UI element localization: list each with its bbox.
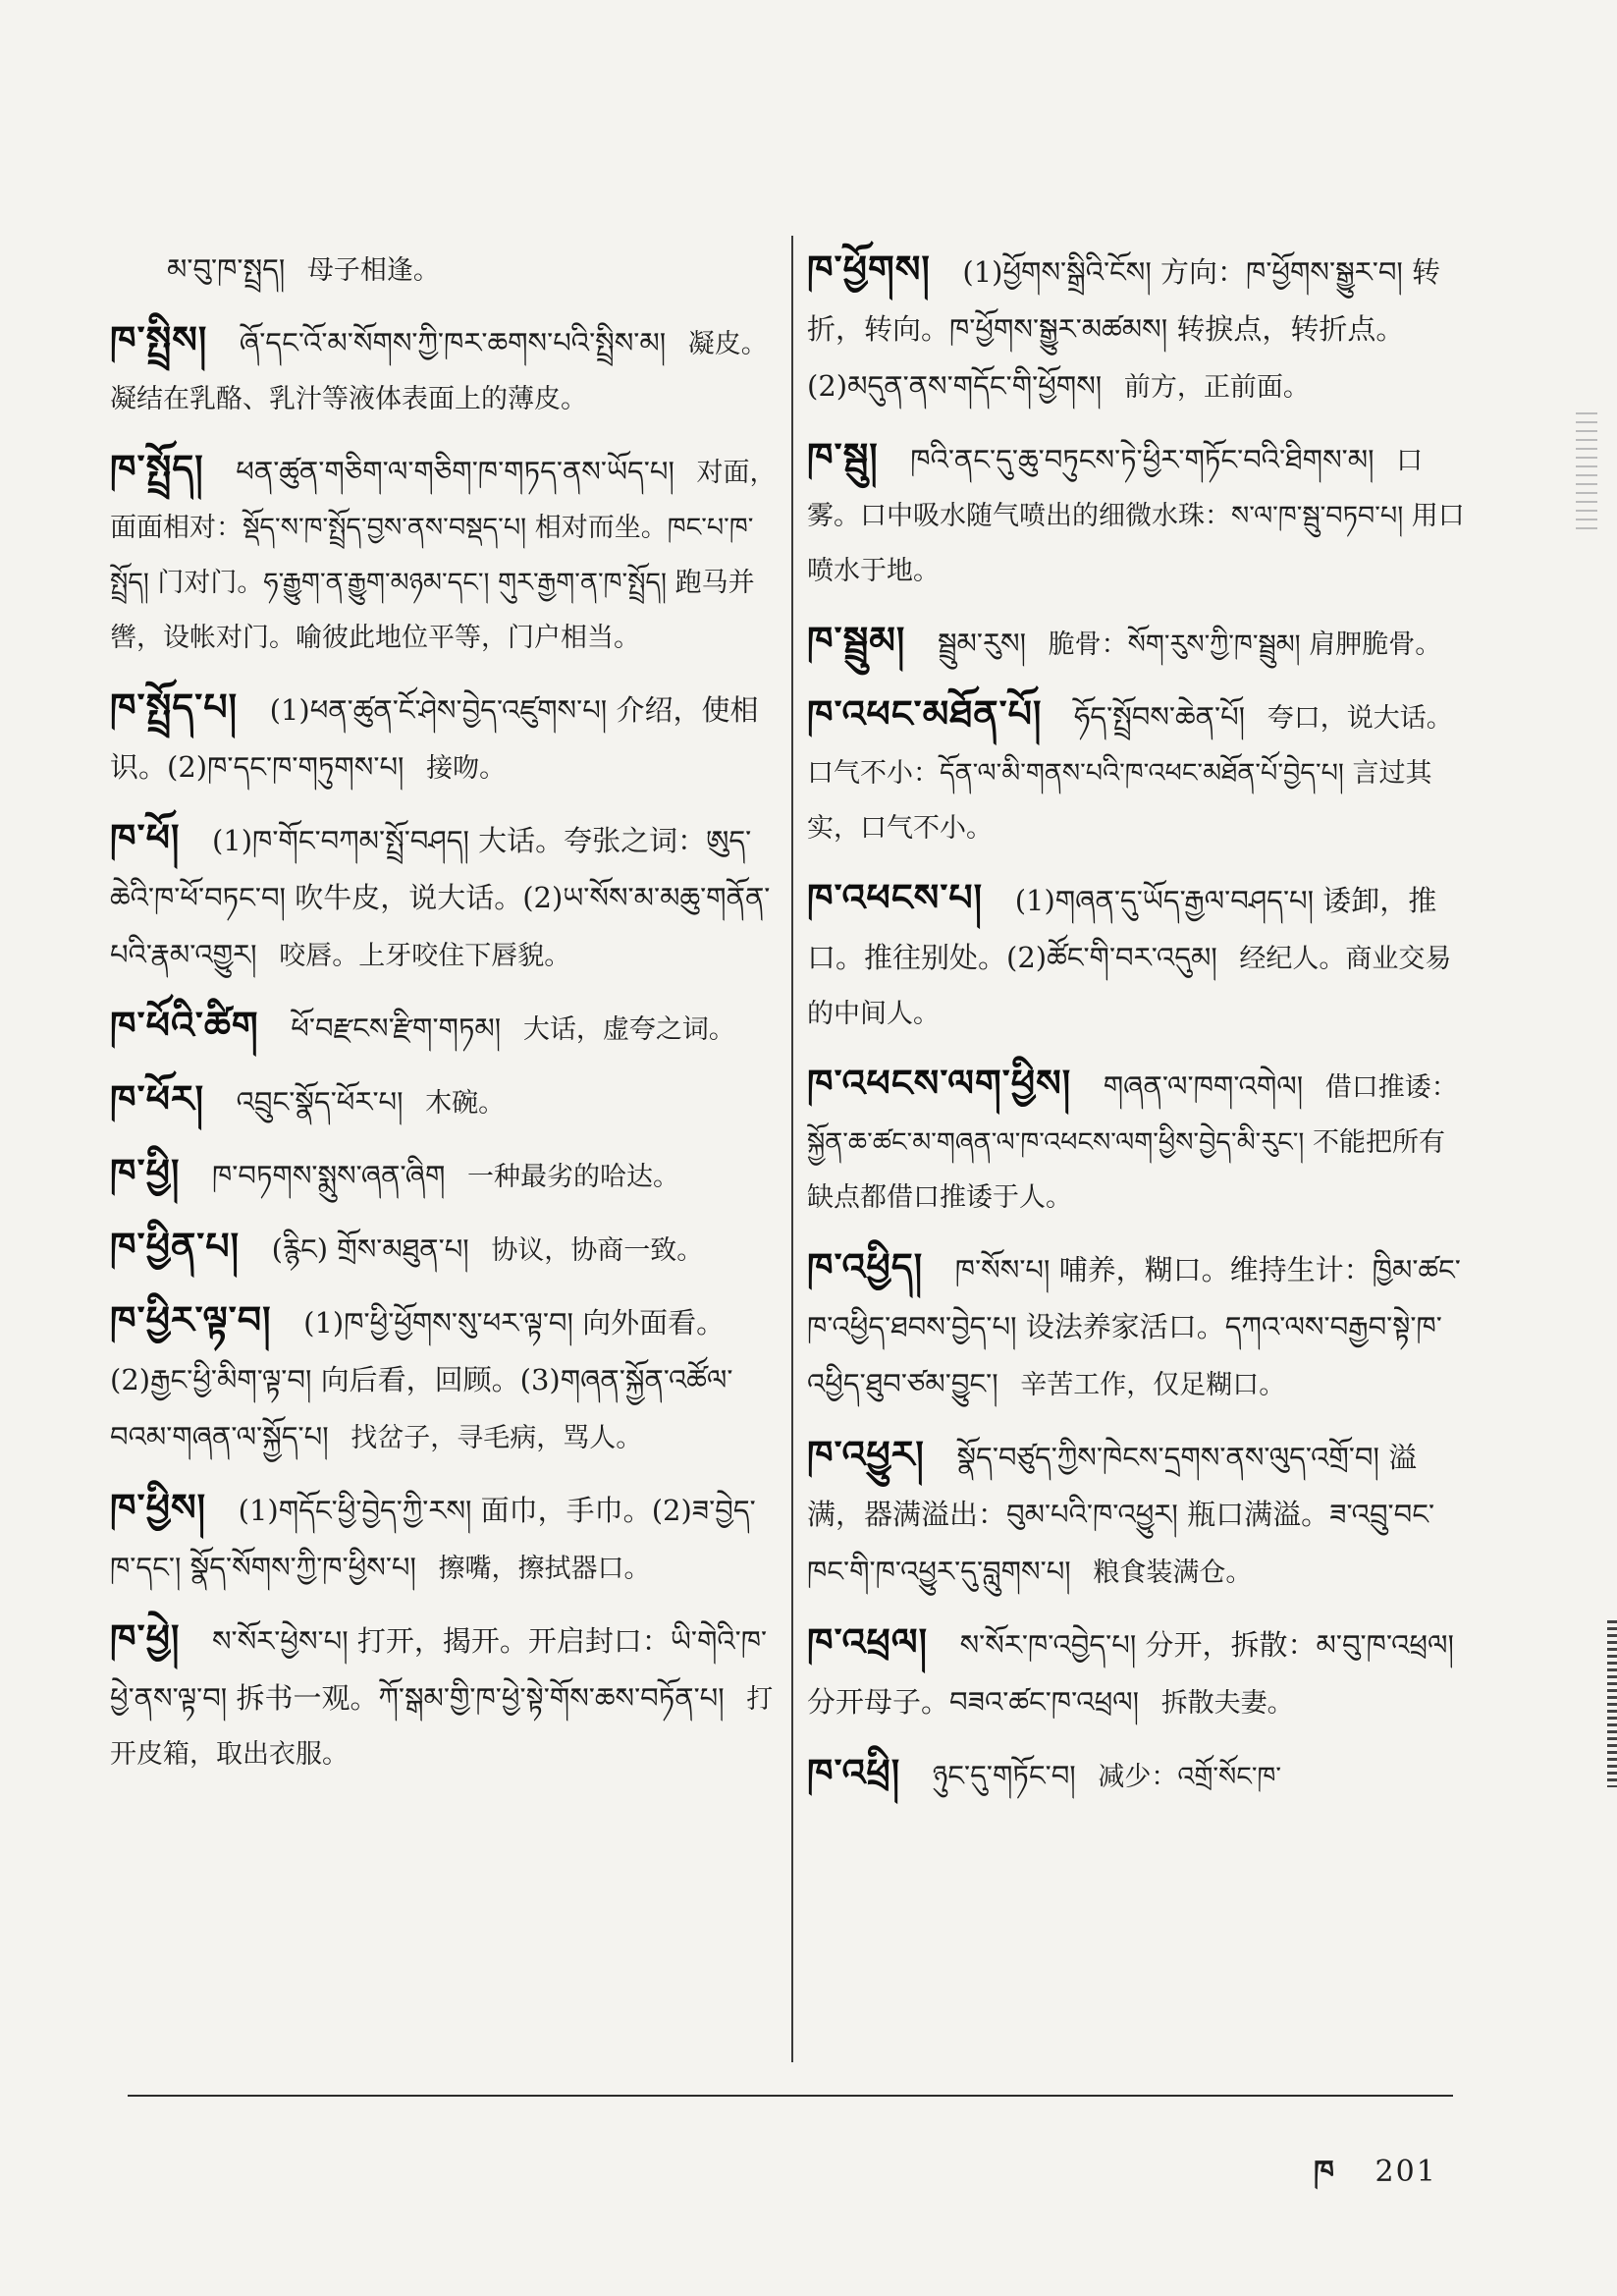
entry-chinese: 协议，协商一致。 [491, 1235, 704, 1266]
entry-tibetan: (1)ཕན་ཚུན་ངོ་ཤེས་བྱེད་འཛུགས་པ། 介绍，使相识。(2)ཁ་དང་ཁ་གཏུགས་པ། [110, 693, 759, 784]
dictionary-entry [807, 1614, 1467, 1731]
entry-chinese: 大话，虚夸之词。 [522, 1014, 735, 1045]
entry-headword: ཁ་ཕྱིས། [110, 1485, 207, 1529]
entry-chinese: 拆散夫妻。 [1160, 1688, 1294, 1719]
dictionary-entry [110, 680, 778, 796]
entry-tibetan: (1)གཞན་དུ་ཡོད་རྒྱལ་བཤད་པ། 诿卸，推口。推往别处。(2)ཚོང་གི་བར་འདུམ། [807, 884, 1437, 974]
entry-headword: ཁ་སྦྲུམ། [807, 618, 906, 662]
entry-headword: ཁ་འཕྲི། [807, 1750, 901, 1794]
dictionary-entry [807, 1239, 1467, 1413]
entry-headword: ཁ་ཕྱིར་ལྟ་བ། [110, 1297, 272, 1341]
entry-chinese: 一种最劣的哈达。 [467, 1162, 680, 1192]
entry-chinese: 母子相逢。 [306, 255, 440, 286]
dictionary-entry [807, 613, 1467, 673]
dictionary-entry [110, 312, 778, 427]
entry-tibetan: ཧོད་སྤྲོབས་ཆེན་པོ། [1074, 700, 1246, 734]
entry-headword: ཁ་འཕྲལ། [807, 1619, 929, 1664]
entry-tibetan: ཕན་ཚུན་གཅིག་ལ་གཅིག་ཁ་གཏད་ནས་ཡོད་པ། [236, 455, 674, 488]
right-column [807, 242, 1467, 1819]
dictionary-entry [110, 441, 778, 666]
entry-chinese: 口雾。口中吸水随气喷出的细微水珠：ས་ལ་ཁ་སྦུ་བཏབ་པ། 用口喷水于地。 [807, 446, 1465, 586]
entry-headword: ཁ་འཕྱུར། [807, 1432, 925, 1476]
entry-headword: ཁ་ཕོར། [110, 1076, 205, 1121]
entry-chinese: 借口推诿：སྐྱོན་ཆ་ཚང་མ་གཞན་ལ་ཁ་འཕངས་ལག་ཕྱིས་བྱེད་མི་རུང་། 不能把所有缺点都借口推诿于人。 [807, 1072, 1458, 1213]
entry-chinese: 前方，正前面。 [1123, 372, 1310, 403]
column-divider [791, 236, 793, 2062]
dictionary-entry [110, 1071, 778, 1131]
entry-chinese: 辛苦工作，仅足糊口。 [1020, 1370, 1286, 1400]
entry-chinese: 粮食装满仓。 [1093, 1558, 1253, 1588]
entry-headword: ཁ་འཕང་མཐོན་པོ། [807, 691, 1043, 736]
dictionary-entry [807, 242, 1467, 415]
entry-headword: ཁ་ཕྱོགས། [807, 246, 931, 291]
entry-chinese: 擦嘴，擦拭器口。 [438, 1554, 651, 1584]
entry-chinese: 找岔子，寻毛病，骂人。 [350, 1423, 643, 1453]
dictionary-entry [110, 998, 778, 1058]
dictionary-entry [110, 1145, 778, 1205]
entry-tibetan: (1)ཁ་ཕྱི་ཕྱོགས་སུ་ཕར་ལྟ་བ། 向外面看。(2)རྒྱང་ཕྱི་མིག་ལྟ་བ། 向后看，回顾。(3)གཞན་སྐྱོན་འཚོལ་བའམ་གཞན་ལ་སྐྱོད་པ། [110, 1306, 733, 1453]
dictionary-entry [110, 1611, 778, 1782]
entry-headword: ཁ་འཕངས་ལག་ཕྱིས། [807, 1061, 1072, 1105]
entry-headword: ཁ་ཕྱི། [110, 1150, 181, 1194]
scan-edge-marks [1576, 412, 1597, 530]
entry-tibetan: (རྙིང) གྲོས་མཐུན་པ། [271, 1232, 469, 1266]
dictionary-entry [807, 870, 1467, 1042]
entry-chinese: 木碗。 [425, 1088, 506, 1119]
entry-headword: ཁ་འཕྱིད། [807, 1244, 924, 1288]
left-column [110, 242, 778, 1796]
entry-tibetan: ཁ་བཏགས་སྨུས་ཞན་ཞིག [211, 1159, 446, 1192]
dictionary-entry [807, 1056, 1467, 1226]
dictionary-entry [110, 810, 778, 984]
entry-tibetan: ཞོ་དང་འོ་མ་སོགས་ཀྱི་ཁར་ཆགས་པའི་སྤྲིས་མ། [239, 326, 667, 359]
entry-chinese: 接吻。 [426, 753, 507, 784]
entry-tibetan: (1)ཁ་གོང་བཀམ་སྤྲོ་བཤད། 大话。夸张之词：ཨུད་ཆེའི་ཁ་ཕོ་བཏང་བ། 吹牛皮，说大话。(2)ཡ་སོས་མ་མཆུ་གནོན་པའི་རྣམ་འགྱུར། [110, 824, 771, 971]
entry-chinese: 咬唇。上牙咬住下唇貌。 [279, 941, 571, 971]
entry-tibetan: སྣོད་བཙུད་ཀྱིས་ཁེངས་དྲགས་ནས་ལུད་འགྲོ་བ། 溢满，器满溢出：བུམ་པའི་ཁ་འཕྱུར། 瓶口满溢。ཟ་འབྲུ་བང་ཁང་གི་ཁ་འཕྱུར་དུ་བླུགས་པ། [807, 1441, 1435, 1588]
entry-tibetan: (1)ཕྱོགས་སྒྲིའི་ངོས། 方向：ཁ་ཕྱོགས་སྒྱུར་བ། 转折，转向。ཁ་ཕྱོགས་སྒྱུར་མཚམས། 转捩点，转折点。(2)མདུན་ནས་གདོང་གི་ཕྱོགས། [807, 255, 1441, 403]
entry-tibetan: ཉུང་དུ་གཏོང་བ། [932, 1759, 1076, 1792]
entry-headword: ཁ་ཕྱིན་པ། [110, 1224, 241, 1268]
entry-tibetan: (1)གདོང་ཕྱི་བྱེད་ཀྱི་རས། 面巾，手巾。(2)ཟ་བྱེད་ཁ་དང་། སྣོད་སོགས་ཀྱི་ཁ་ཕྱིས་པ། [110, 1494, 756, 1584]
entry-chinese: 打开皮箱，取出衣服。 [110, 1684, 774, 1770]
entry-headword: ཁ་སྦུ། [807, 434, 879, 478]
entry-headword: ཁ་སྤྲོད་པ། [110, 684, 239, 729]
dictionary-entry [807, 1427, 1467, 1601]
scan-edge-marks [1607, 1620, 1617, 1787]
entry-headword: ཁ་ཕོའི་ཚིག [110, 1003, 259, 1047]
entry-tibetan: ཁའི་ནང་དུ་ཆུ་བཏུངས་ཏེ་ཕྱིར་གཏོང་བའི་ཐིགས་མ། [910, 443, 1374, 476]
entry-tibetan: སྦྲུམ་རུས། [937, 627, 1027, 660]
entry-chinese: 对面，面面相对：སྡོད་ས་ཁ་སྤྲོད་བྱས་ནས་བསྡད་པ། 相对而坐。ཁང་པ་ཁ་སྤྲོད། 门对门。ཧ་རྒྱུག་ན་རྒྱུག་མཉམ་དང་། གུར་རྒྱག་ན་ཁ་སྤྲོད། 跑马并辔，设帐对门。喻彼此地位平等，门户相当。 [110, 458, 777, 653]
dictionary-entry [807, 686, 1467, 856]
dictionary-entry [807, 429, 1467, 599]
entry-headword: ཁ་འཕངས་པ། [807, 875, 984, 919]
entry-tibetan: ས་སོར་ཁ་འབྱེད་པ། 分开，拆散：མ་བུ་ཁ་འཕྲལ། 分开母子。བཟའ་ཚང་ཁ་འཕྲལ། [807, 1628, 1454, 1719]
page-number: 201 [1374, 2155, 1437, 2189]
entry-tibetan: འབྲུང་སྣོད་ཕོར་པ། [236, 1085, 404, 1119]
entry-tibetan: ཕོ་བརྫངས་རྫིག་གཏམ། [291, 1011, 502, 1045]
dictionary-entry [110, 242, 778, 299]
dictionary-entry [110, 1480, 778, 1597]
entry-headword: ཁ་ཕོ། [110, 815, 181, 859]
entry-chinese: 减少：འགྲོ་སོང་ཁ་ [1098, 1762, 1282, 1792]
dictionary-entry [110, 1292, 778, 1466]
entry-tibetan: གཞན་ལ་ཁག་འགེལ། [1103, 1069, 1304, 1103]
entry-chinese: 夸口，说大话。口气不小：དོན་ལ་མི་གནས་པའི་ཁ་འཕང་མཐོན་པོ་བྱེད་པ། 言过其实，口气不小。 [807, 703, 1453, 844]
page-footer [1314, 2139, 1437, 2221]
entry-chinese: 经纪人。商业交易的中间人。 [807, 944, 1452, 1029]
footer-rule [128, 2095, 1453, 2097]
entry-chinese: 脆骨：སོག་རུས་ཀྱི་ཁ་སྦྲུམ། 肩胛脆骨。 [1048, 629, 1442, 660]
entry-headword: ཁ་སྤྲིས། [110, 317, 208, 361]
entry-headword: ཁ་ཕྱེ། [110, 1615, 181, 1660]
entry-tibetan: ས་སོར་ཕྱེས་པ། 打开，揭开。开启封口：ཡི་གེའི་ཁ་ཕྱེ་ནས་ལྟ་བ། 拆书一观。ཀོ་སྒམ་གྱི་ཁ་ཕྱེ་སྟེ་གོས་ཆས་བཏོན་པ། [110, 1624, 768, 1715]
dictionary-entry [110, 1219, 778, 1279]
entry-chinese: 凝皮。凝结在乳酪、乳汁等液体表面上的薄皮。 [110, 329, 768, 414]
entry-tibetan: མ་བུ་ཁ་སྤྲད། [167, 252, 286, 286]
entry-headword: ཁ་སྤྲོད། [110, 446, 204, 490]
dictionary-entry [807, 1745, 1467, 1805]
entry-tibetan: ཁ་སོས་པ། 哺养，糊口。维持生计：ཁྱིམ་ཚང་ཁ་འཕྱིད་ཐབས་བྱེད་པ། 设法养家活口。དཀའ་ལས་བརྒྱབ་སྟེ་ཁ་འཕྱིད་ཐུབ་ཙམ་བྱུང་། [807, 1253, 1461, 1400]
section-letter: ཁ [1314, 2155, 1336, 2189]
